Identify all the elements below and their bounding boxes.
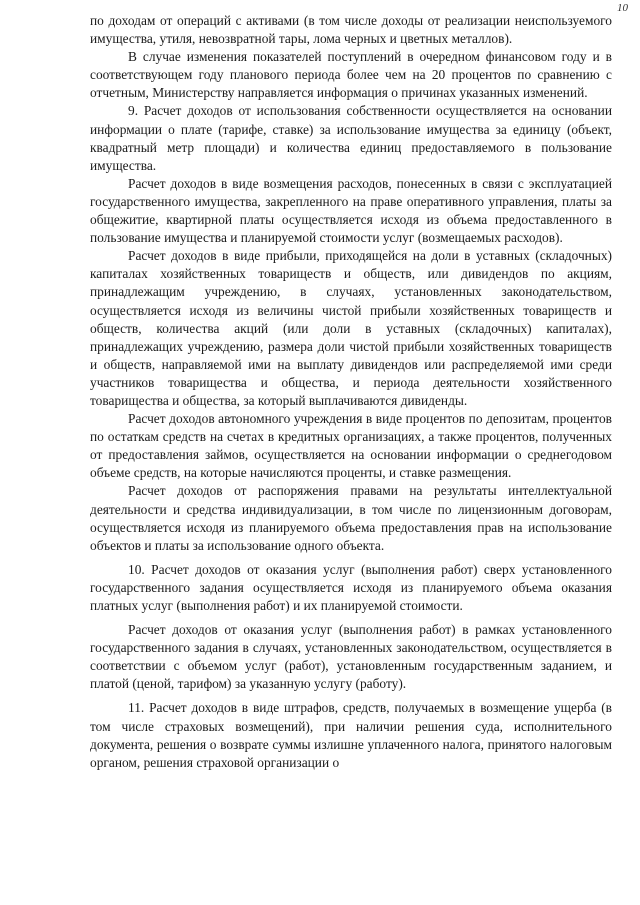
document-body <box>90 12 612 772</box>
paragraph-dividends: Расчет доходов в виде прибыли, приходящейся на доли в уставных (складочных) капиталах хозяйственных товариществ и обществ, или дивидендов по акциям, принадлежащим учреждению, в случаях, установленных законодательством, осуществляется исходя из величины чистой прибыли хозяйственных товариществ и обществ, количества акций (или доли в уставных (складочных) капиталах), принадлежащих учреждению, размера доли чистой прибыли хозяйственных товариществ и обществ, направляемой ими на выплату дивидендов или распределяемой ими среди участников товарищества и общества, и периода деятельности хозяйственного товарищества и общества, за который выплачиваются дивиденды. <box>90 248 612 408</box>
paragraph-deposit-interest: Расчет доходов автономного учреждения в виде процентов по депозитам, процентов по остаткам средств на счетах в кредитных организациях, а также процентов, полученных от предоставления займов, осуществляется на основании информации о среднегодовом объеме средств, на которые начисляются проценты, и ставке размещения. <box>90 411 612 481</box>
paragraph-continuation: по доходам от операций с активами (в том числе доходы от реализации неиспользуемого имущества, утиля, невозвратной тары, лома черных и цветных металлов). <box>90 13 612 47</box>
page-number: 10 <box>617 2 628 14</box>
paragraph-expense-reimbursement: Расчет доходов в виде возмещения расходов, понесенных в связи с эксплуатацией государственного имущества, закрепленного на праве оперативного управления, платы за общежитие, квартирной платы осуществляется исходя из объема предоставленного в пользование имущества и планируемой стоимости услуг (возмещаемых расходов). <box>90 175 612 246</box>
paragraph-state-task-services: Расчет доходов от оказания услуг (выполнения работ) в рамках установленного государственного задания в случаях, установленных законодательством, осуществляется в соответствии с объемом услуг (работ), установленным государственным заданием, и платой (ценой, тарифом) за указанную услугу (работу). <box>90 622 612 692</box>
paragraph-9-property-income: 9. Расчет доходов от использования собственности осуществляется на основании информации о плате (тарифе, ставке) за использование имущества за единицу (объект, квадратный метр площади) и количества единиц предоставляемого в пользование имущества. <box>90 103 612 173</box>
paragraph-10-paid-services: 10. Расчет доходов от оказания услуг (выполнения работ) сверх установленного государственного задания осуществляется исходя из планируемого объема оказания платных услуг (выполнения работ) и их планируемой стоимости. <box>90 561 612 613</box>
paragraph-11-fines: 11. Расчет доходов в виде штрафов, средств, получаемых в возмещение ущерба (в том числе страховых возмещений), при наличии решения суда, исполнительного документа, решения о возврате суммы излишне уплаченного налога, принятого налоговым органом, решения страховой организации о <box>90 700 612 770</box>
paragraph-intellectual-property: Расчет доходов от распоряжения правами на результаты интеллектуальной деятельности и средства индивидуализации, в том числе по лицензионным договорам, осуществляется исходя из планируемого объема предоставления прав на использование объектов и платы за использование одного объекта. <box>90 483 612 553</box>
paragraph-indicator-change: В случае изменения показателей поступлений в очередном финансовом году и в соответствующем году планового периода более чем на 20 процентов по сравнению с отчетным, Министерству направляется информация о причинах указанных изменений. <box>90 49 612 101</box>
